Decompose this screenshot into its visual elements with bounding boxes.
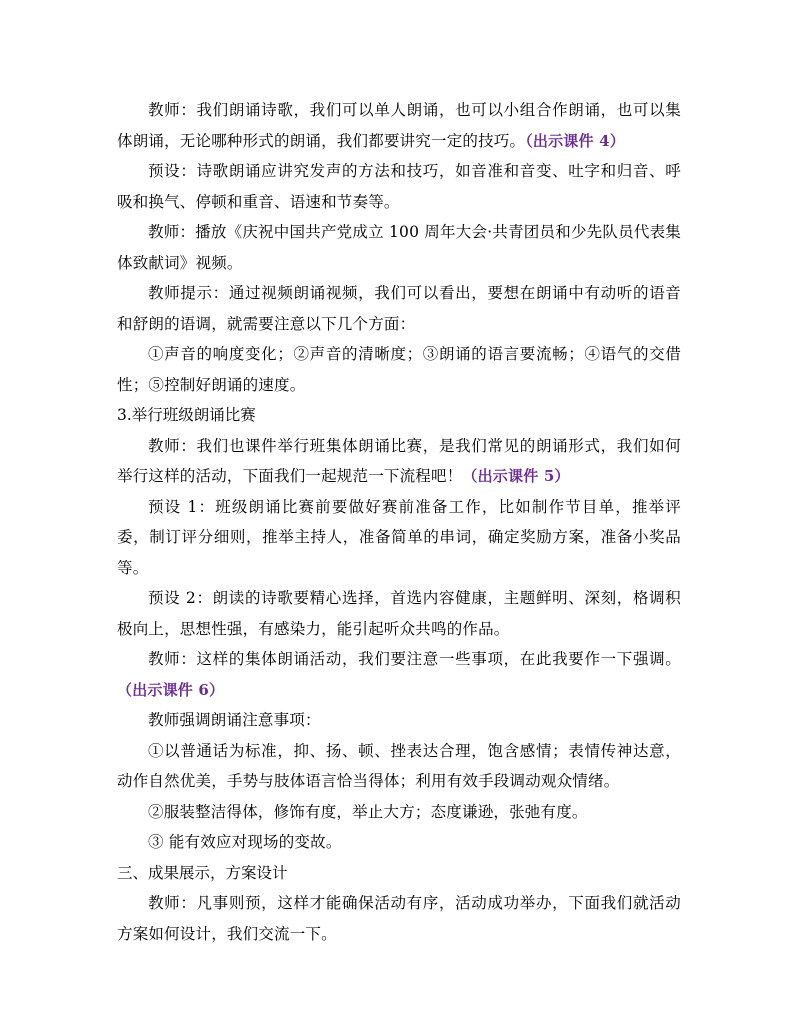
courseware-tip: （出示课件 6） <box>117 680 225 699</box>
paragraph-1 <box>117 95 681 156</box>
paragraph-text: 预设 1：班级朗诵比赛前要做好赛前准备工作，比如制作节目单，推举评委，制订评分细则，推举主持人，准备简单的串词，确定奖励方案，准备小奖品等。 <box>117 497 681 577</box>
paragraph-text: 教师：我们朗诵诗歌，我们可以单人朗诵，也可以小组合作朗诵，也可以集体朗诵，无论哪种形式的朗诵，我们都要讲究一定的技巧。 <box>117 101 681 150</box>
paragraph-14 <box>117 827 681 858</box>
paragraph-text: 教师：这样的集体朗诵活动，我们要注意一些事项，在此我要作一下强调。 <box>148 650 681 668</box>
paragraph-8 <box>117 492 681 584</box>
paragraph-text: 预设：诗歌朗诵应讲究发声的方法和技巧，如音准和音变、吐字和归音、呼吸和换气、停顿和重音、语速和节奏等。 <box>117 162 681 211</box>
paragraph-text: ②服装整洁得体，修饰有度，举止大方；态度谦逊，张弛有度。 <box>148 802 588 821</box>
paragraph-text: ③ 能有效应对现场的变故。 <box>148 833 342 851</box>
paragraph-text: ①声音的响度变化；②声音的清晰度；③朗诵的语言要流畅；④语气的交借性；⑤控制好朗诵的速度。 <box>117 345 681 394</box>
paragraph-16 <box>117 888 681 949</box>
paragraph-13 <box>117 797 681 828</box>
paragraph-text: 预设 2：朗读的诗歌要精心选择，首选内容健康，主题鲜明、深刻，格调积极向上，思想性强，有感染力，能引起听众共鸣的作品。 <box>117 589 681 638</box>
heading-text: 三、成果展示，方案设计 <box>117 863 288 882</box>
document-body <box>117 95 681 949</box>
section-heading-three <box>117 858 681 889</box>
paragraph-5 <box>117 339 681 400</box>
section-heading-3 <box>117 400 681 431</box>
paragraph-3 <box>117 217 681 278</box>
paragraph-10 <box>117 644 681 705</box>
paragraph-text: 教师：我们也课件举行班集体朗诵比赛，是我们常见的朗诵形式，我们如何举行这样的活动，下面我们一起规范一下流程吧！ <box>117 436 681 485</box>
heading-text: 3.举行班级朗诵比赛 <box>117 406 256 424</box>
paragraph-text: 教师强调朗诵注意事项： <box>148 711 321 729</box>
paragraph-text: 教师：凡事则预，这样才能确保活动有序，活动成功举办，下面我们就活动方案如何设计，我们交流一下。 <box>117 894 681 943</box>
paragraph-9 <box>117 583 681 644</box>
paragraph-4 <box>117 278 681 339</box>
paragraph-7 <box>117 431 681 492</box>
paragraph-2 <box>117 156 681 217</box>
paragraph-text: 教师：播放《庆祝中国共产党成立 100 周年大会·共青团员和少先队员代表集体致献词》视频。 <box>117 223 681 272</box>
paragraph-11 <box>117 705 681 736</box>
paragraph-text: ①以普通话为标准，抑、扬、顿、挫表达合理，饱含感情；表情传神达意，动作自然优美，手势与肢体语言恰当得体；利用有效手段调动观众情绪。 <box>117 741 681 790</box>
paragraph-text: 教师提示：通过视频朗诵视频，我们可以看出，要想在朗诵中有动听的语音和舒朗的语调，就需要注意以下几个方面： <box>117 284 681 333</box>
paragraph-12 <box>117 736 681 797</box>
courseware-tip: （出示课件 4） <box>525 131 625 150</box>
courseware-tip: （出示课件 5） <box>462 467 570 485</box>
